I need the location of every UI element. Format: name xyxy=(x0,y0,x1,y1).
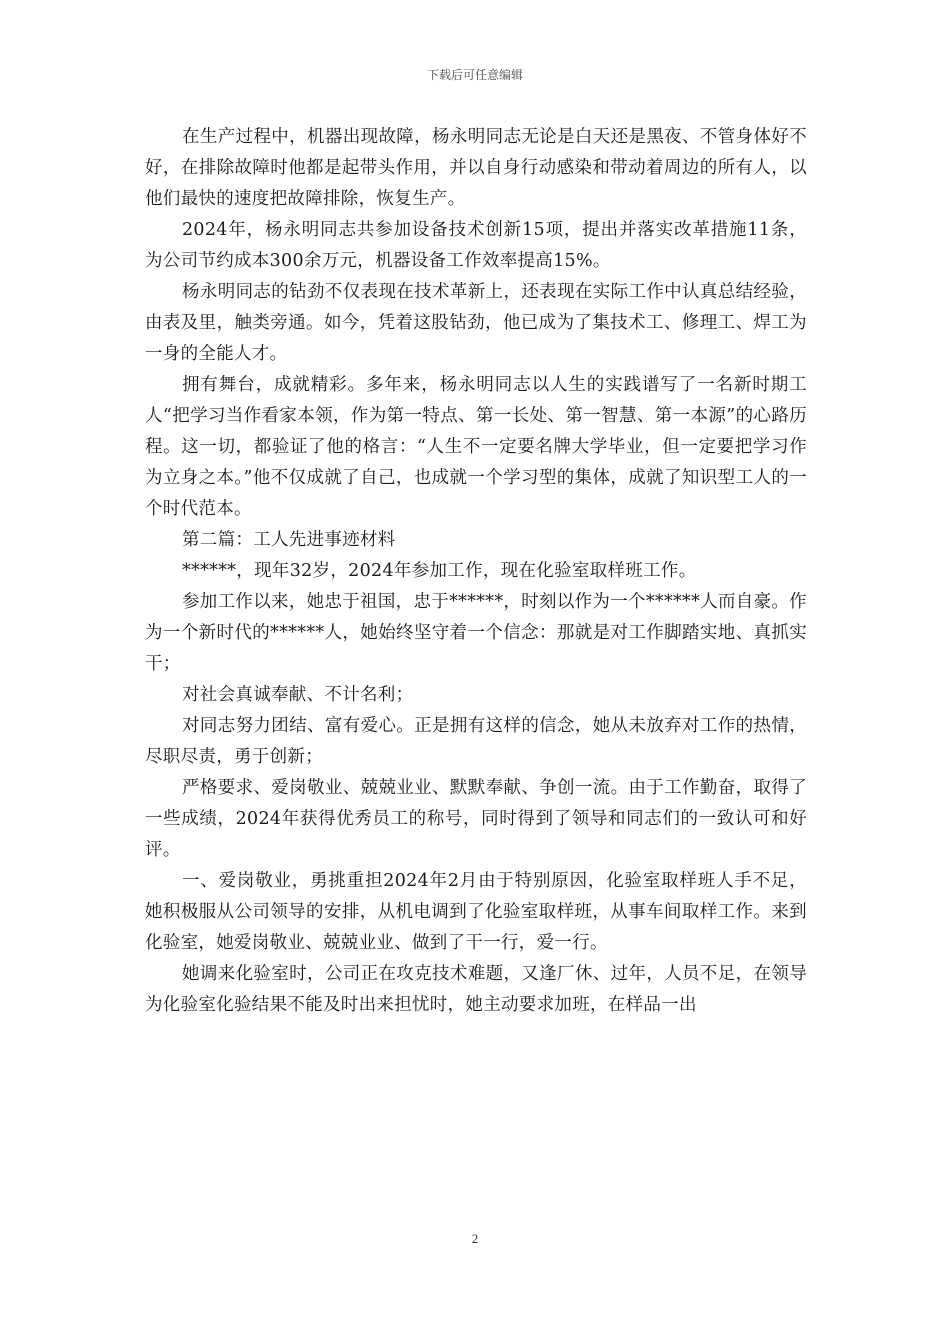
page-header: 下载后可任意编辑 xyxy=(426,68,523,82)
paragraph: 参加工作以来，她忠于祖国，忠于******，时刻以作为一个******人而自豪。作为一个新时代的******人，她始终坚守着一个信念：那就是对工作脚踏实地、真抓实干； xyxy=(145,592,807,674)
paragraph: 对同志努力团结、富有爱心。正是拥有这样的信念，她从未放弃对工作的热情，尽职尽责，勇于创新； xyxy=(145,716,807,767)
paragraph: 一、爱岗敬业，勇挑重担2024年2月由于特别原因，化验室取样班人手不足，她积极服从公司领导的安排，从机电调到了化验室取样班，从事车间取样工作。来到化验室，她爱岗敬业、兢兢业业、做到了干一行，爱一行。 xyxy=(145,871,807,953)
section-heading: 第二篇：工人先进事迹材料 xyxy=(182,530,396,550)
paragraph: 她调来化验室时，公司正在攻克技术难题，又逢厂休、过年，人员不足，在领导为化验室化验结果不能及时出来担忧时，她主动要求加班，在样品一出 xyxy=(145,964,807,1015)
paragraph: ******，现年32岁，2024年参加工作，现在化验室取样班工作。 xyxy=(182,561,697,581)
paragraph: 严格要求、爱岗敬业、兢兢业业、默默奉献、争创一流。由于工作勤奋，取得了一些成绩，2024年获得优秀员工的称号，同时得到了领导和同志们的一致认可和好评。 xyxy=(145,778,807,860)
page-number: 2 xyxy=(471,1231,479,1246)
document-body xyxy=(145,122,807,1021)
paragraph: 在生产过程中，机器出现故障，杨永明同志无论是白天还是黑夜、不管身体好不好，在排除故障时他都是起带头作用，并以自身行动感染和带动着周边的所有人，以他们最快的速度把故障排除，恢复生产。 xyxy=(145,127,807,209)
paragraph: 2024年，杨永明同志共参加设备技术创新15项，提出并落实改革措施11条，为公司节约成本300余万元，机器设备工作效率提高15%。 xyxy=(145,220,807,271)
paragraph: 对社会真诚奉献、不计名利； xyxy=(182,685,414,705)
paragraph: 拥有舞台，成就精彩。多年来，杨永明同志以人生的实践谱写了一名新时期工人“把学习当作看家本领，作为第一特点、第一长处、第一智慧、第一本源”的心路历程。这一切，都验证了他的格言：“人生不一定要名牌大学毕业，但一定要把学习作为立身之本。”他不仅成就了自己，也成就一个学习型的集体，成就了知识型工人的一个时代范本。 xyxy=(145,375,807,519)
paragraph: 杨永明同志的钻劲不仅表现在技术革新上，还表现在实际工作中认真总结经验，由表及里，触类旁通。如今，凭着这股钻劲，他已成为了集技术工、修理工、焊工为一身的全能人才。 xyxy=(145,282,807,364)
